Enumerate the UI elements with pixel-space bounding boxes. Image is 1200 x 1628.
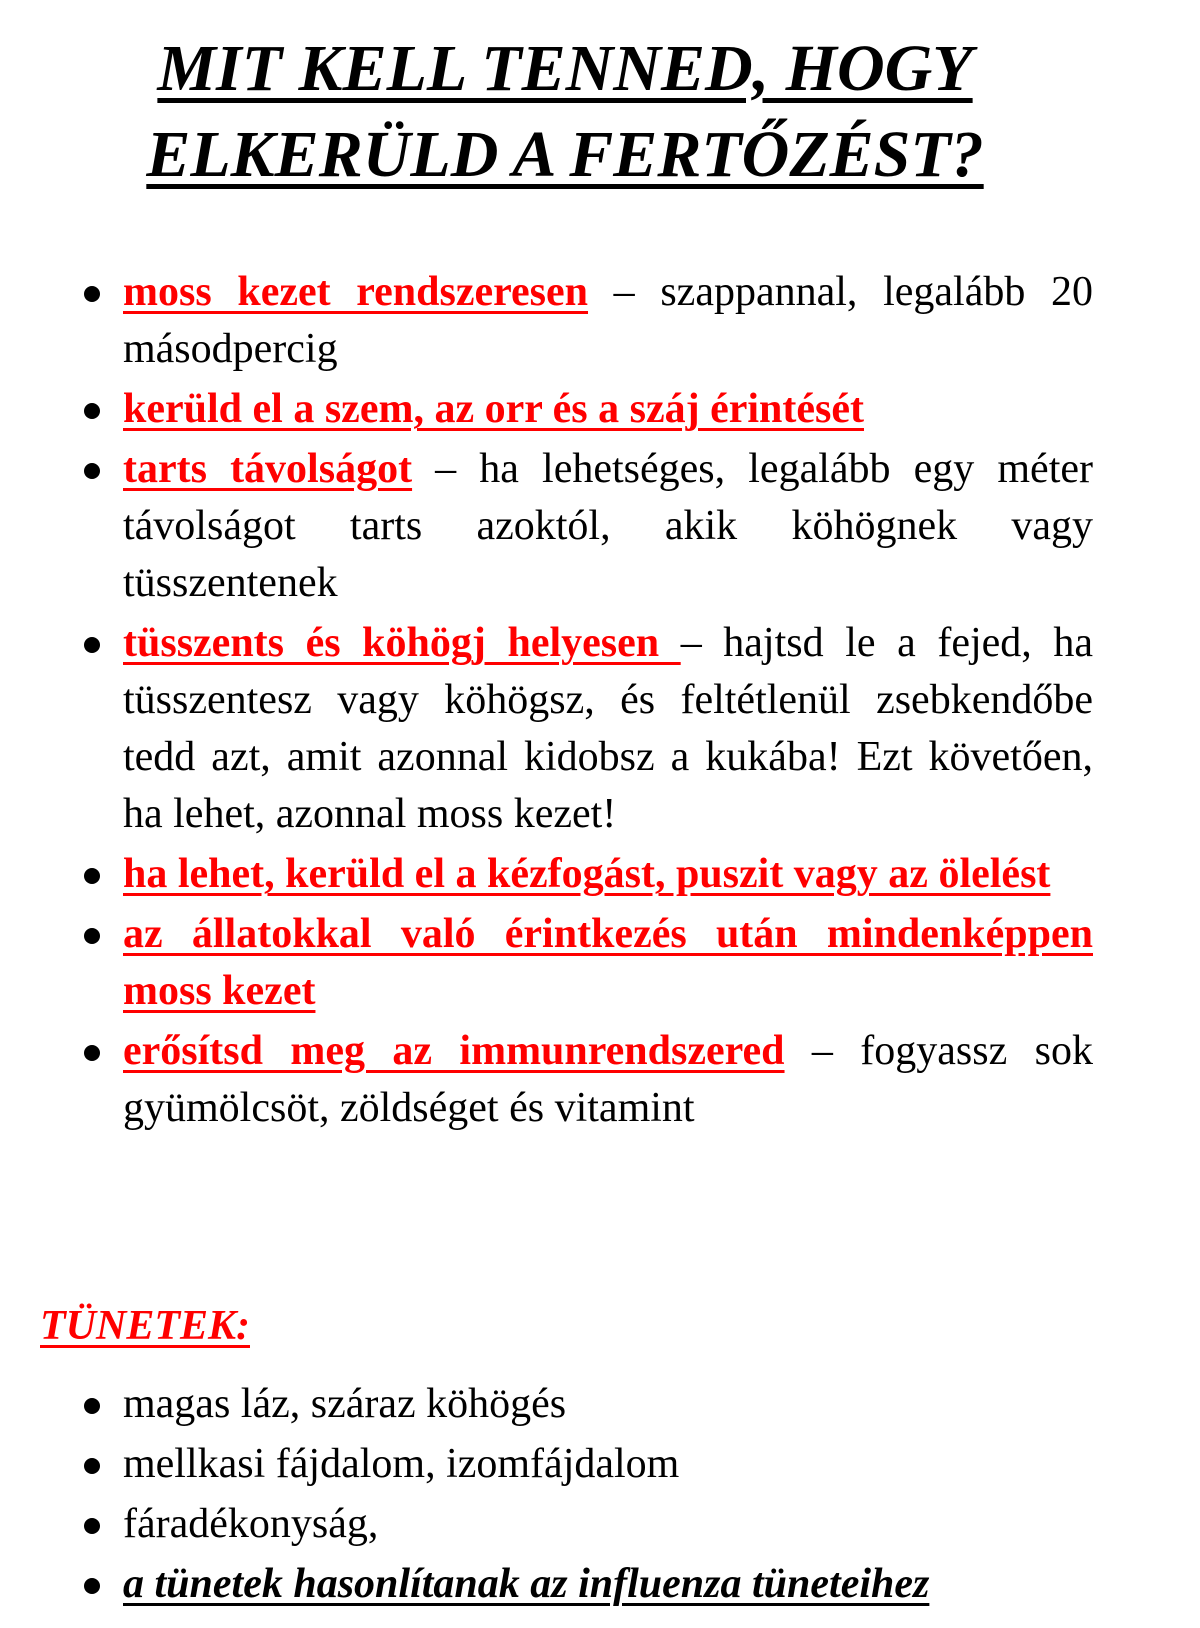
list-item — [0, 264, 1093, 378]
list-item — [0, 1023, 1093, 1137]
bullet-icon — [84, 1458, 100, 1474]
bullet-icon — [84, 1398, 100, 1414]
bullet-icon — [84, 463, 100, 479]
tip-highlight: moss kezet rendszeresen — [123, 269, 589, 315]
tip-highlight: ha lehet, kerüld el a kézfogást, puszit vagy az ölelést — [123, 851, 1051, 897]
list-item — [0, 906, 1093, 1020]
list-item — [0, 1496, 1093, 1553]
tip-highlight: az állatokkal való érintkezés után mindenképpen moss kezet — [123, 911, 1093, 1014]
list-item — [0, 1556, 1093, 1613]
bullet-icon — [84, 637, 100, 653]
symptoms-heading: TÜNETEK: — [40, 1303, 250, 1349]
symptom-text: mellkasi fájdalom, izomfájdalom — [123, 1441, 680, 1487]
page-title — [0, 26, 1130, 198]
tip-highlight: tüsszents és köhögj helyesen — [123, 620, 681, 666]
tip-highlight: kerüld el a szem, az orr és a száj érintését — [123, 386, 864, 432]
symptom-emphasis: a tünetek hasonlítanak az influenza tüneteihez — [123, 1561, 930, 1607]
tip-highlight: erősítsd meg az immunrendszered — [123, 1028, 785, 1074]
bullet-icon — [84, 928, 100, 944]
bullet-icon — [84, 1578, 100, 1594]
prevention-list — [0, 264, 1093, 1140]
list-item — [0, 1436, 1093, 1493]
list-item — [0, 1376, 1093, 1433]
tip-text: – szappannal, legalább 20 másodpercig — [123, 269, 1094, 372]
list-item — [0, 846, 1093, 903]
title-line-2: ELKERÜLD A FERTŐZÉST? — [146, 118, 984, 191]
title-line-1: MIT KELL TENNED, HOGY — [157, 32, 973, 105]
symptom-text: magas láz, száraz köhögés — [123, 1381, 567, 1427]
symptom-text: fáradékonyság, — [123, 1501, 379, 1547]
list-item — [0, 381, 1093, 438]
tip-text: – ha lehetséges, legalább egy méter távolságot tarts azoktól, akik köhögnek vagy tüsszentenek — [123, 446, 1093, 606]
bullet-icon — [84, 286, 100, 302]
list-item — [0, 441, 1093, 612]
bullet-icon — [84, 1045, 100, 1061]
tip-highlight: tarts távolságot — [123, 446, 413, 492]
symptoms-list — [0, 1376, 1093, 1616]
bullet-icon — [84, 1518, 100, 1534]
tip-text: – fogyassz sok gyümölcsöt, zöldséget és vitamint — [123, 1028, 1093, 1131]
tip-text: – hajtsd le a fejed, ha tüsszentesz vagy köhögsz, és feltétlenül zsebkendőbe tedd azt, amit azonnal kidobsz a kukába! Ezt követően, ha lehet, azonnal moss kezet! — [123, 620, 1093, 837]
list-item — [0, 615, 1093, 843]
bullet-icon — [84, 403, 100, 419]
bullet-icon — [84, 868, 100, 884]
